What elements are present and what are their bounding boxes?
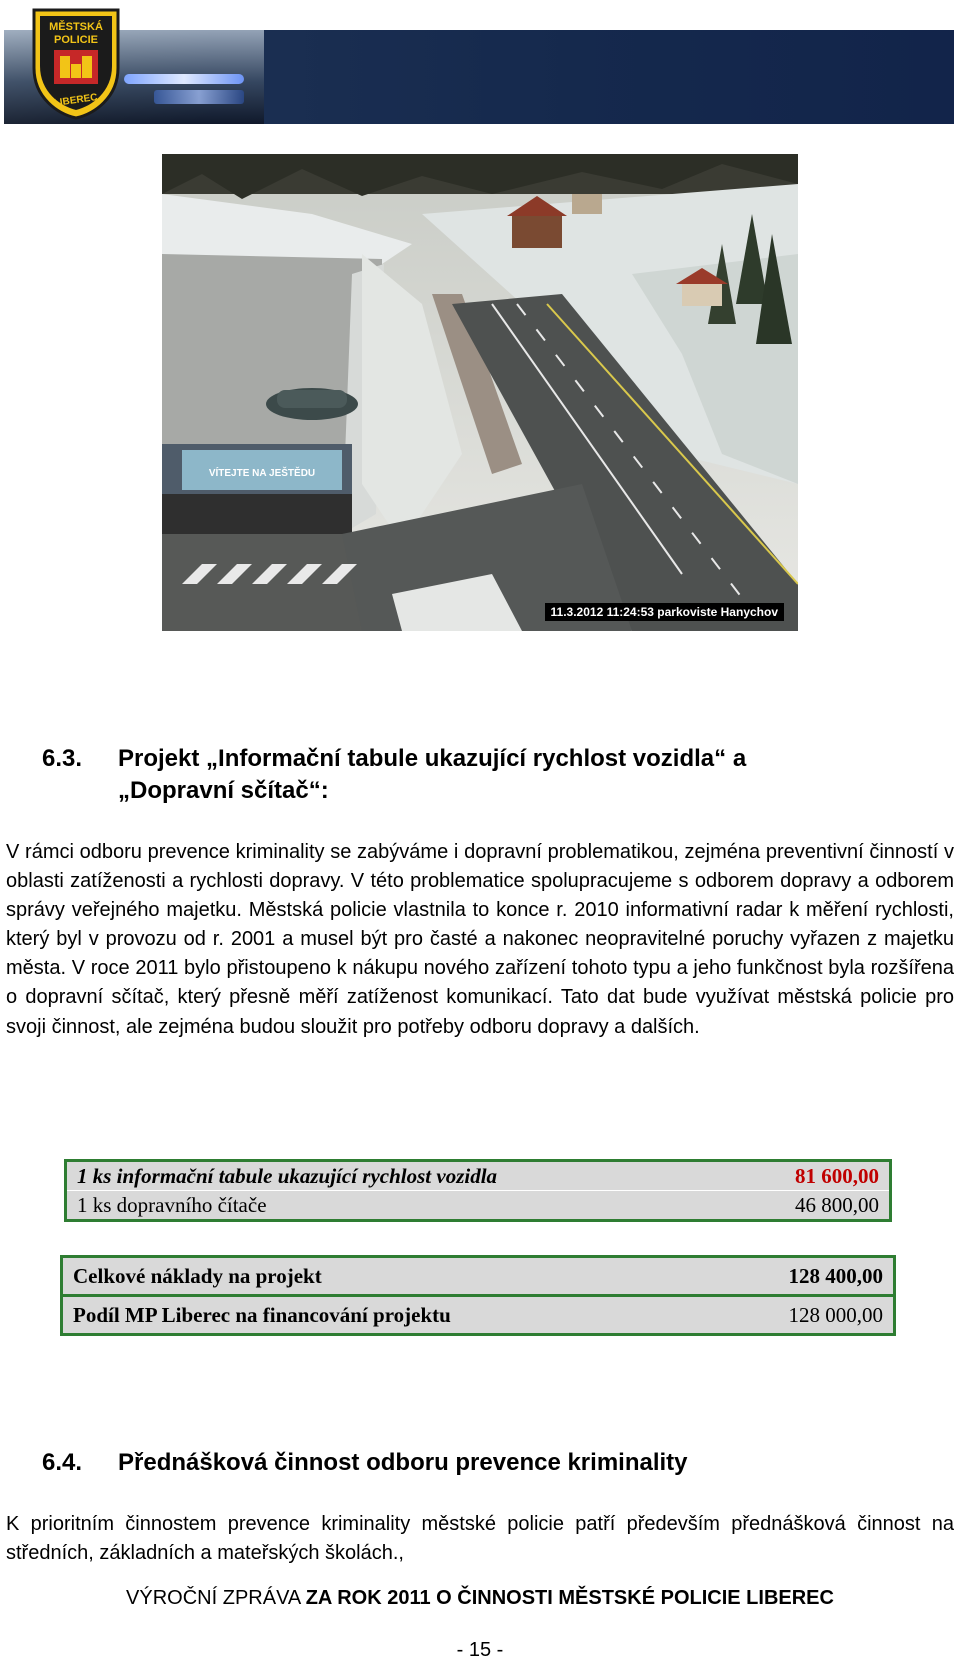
- logo-text-policie: POLICIE: [53, 34, 99, 46]
- mestska-policie-liberec-logo: [28, 6, 124, 120]
- total-value: 128 400,00: [743, 1257, 895, 1296]
- logo-text-liberec: LIBEREC: [53, 92, 99, 110]
- police-badge-icon: [28, 6, 124, 120]
- cost-item-label: 1 ks informační tabule ukazující rychlost vozidla: [66, 1161, 740, 1191]
- cost-item-label: 1 ks dopravního čítače: [77, 1192, 267, 1217]
- police-light-reflection: [154, 90, 244, 104]
- section-63-title-line2: „Dopravní sčítač“:: [118, 777, 329, 804]
- section-64-paragraph: K prioritním činnostem prevence kriminality městské policie patří především přednášková činnost na středních, základních a mateřských školách.,: [6, 1513, 954, 1565]
- cost-item-value: 81 600,00: [740, 1161, 891, 1191]
- billboard-text: VÍTEJTE NA JEŠTĚDU: [208, 468, 316, 479]
- footer-text-bold: ZA ROK 2011 O ČINNOSTI MĚSTSKÉ POLICIE LIBEREC: [305, 1587, 834, 1609]
- cost-item-value: 46 800,00: [795, 1192, 879, 1217]
- section-64-title: Přednášková činnost odboru prevence kriminality: [118, 1449, 688, 1476]
- page-footer: [0, 1587, 960, 1610]
- section-63-number: 6.3.: [42, 745, 83, 772]
- logo-text-mestska: MĚSTSKÁ: [49, 21, 103, 33]
- cost-row: [66, 1191, 891, 1221]
- total-label: Podíl MP Liberec na financování projektu: [73, 1302, 451, 1327]
- cost-row: [66, 1161, 891, 1191]
- section-64-number: 6.4.: [42, 1449, 83, 1476]
- total-label: Celkové náklady na projekt: [62, 1257, 744, 1296]
- cost-items-table: [64, 1159, 892, 1222]
- footer-text-normal: VÝROČNÍ ZPRÁVA: [126, 1587, 306, 1609]
- total-row: [62, 1296, 895, 1335]
- total-value: 128 000,00: [788, 1302, 883, 1327]
- camera-photo-parkoviste: [162, 154, 798, 631]
- total-row: [62, 1257, 895, 1296]
- photo-timestamp: 11.3.2012 11:24:53 parkoviste Hanychov: [545, 603, 784, 621]
- section-63-title: [118, 743, 878, 807]
- section-63-title-line1: Projekt „Informační tabule ukazující rychlost vozidla“ a: [118, 745, 747, 772]
- page-number: - 15 -: [456, 1639, 504, 1661]
- header-banner: [4, 30, 954, 124]
- police-light-bar: [124, 74, 244, 84]
- cost-totals-table: [60, 1255, 896, 1336]
- parking-lot-scene: [162, 154, 798, 631]
- section-63-paragraph: V rámci odboru prevence kriminality se zabýváme i dopravní problematikou, zejména preventivní činností v oblasti zatíženosti a rychlosti dopravy. V této problematice spolupracujeme s odborem dopravy a odborem správy veřejného majetku. Městská policie vlastnila to konce r. 2010 informativní radar k měření rychlosti, který byl v provozu od r. 2001 a musel být pro časté a nakonec neopravitelné poruchy vyřazen z majetku města. V roce 2011 bylo přistoupeno k nákupu nového zařízení tohoto typu a jeho funkčnost byla rozšířena o dopravní sčítač, který přesně měří zatíženost komunikací. Tato dat bude využívat městská policie pro svoji činnost, ale zejména budou sloužit pro potřeby odboru dopravy a dalších.: [6, 841, 954, 1038]
